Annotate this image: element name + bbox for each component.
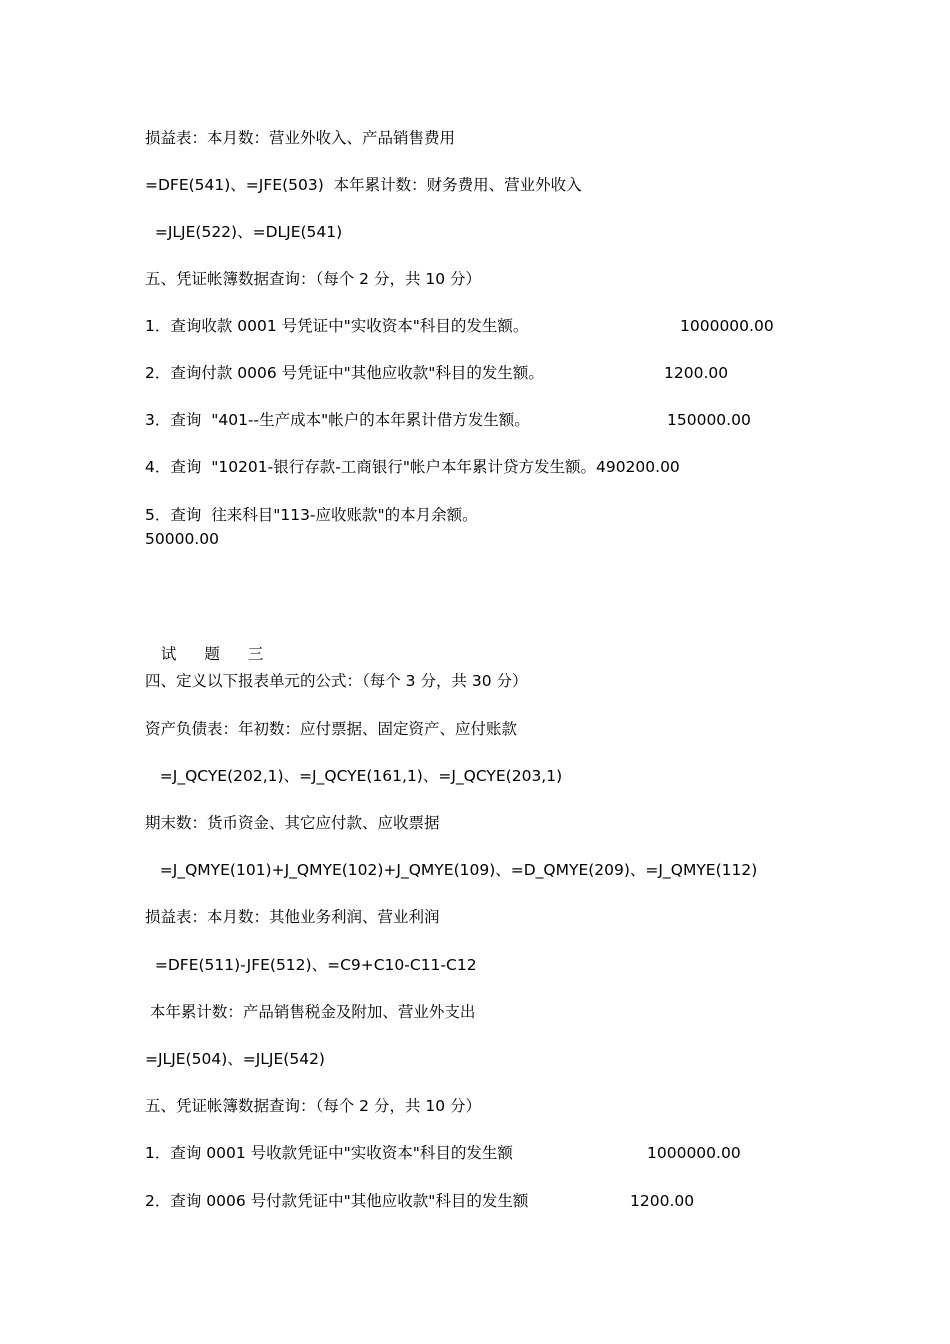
income-ytd-formula: =JLJE(504)、=JLJE(542) — [145, 1050, 325, 1068]
query-heading: 五、凭证帐簿数据查询：（每个 2 分，共 10 分） — [145, 270, 482, 288]
query-item: 1．查询收款 0001 号凭证中"实收资本"科目的发生额。 — [145, 317, 529, 335]
income-monthly-label: 损益表：本月数：营业外收入、产品销售费用 — [145, 129, 456, 147]
query-value: 1200.00 — [664, 364, 729, 382]
balance-opening-formula: =J_QCYE(202,1)、=J_QCYE(161,1)、=J_QCYE(203,1) — [145, 767, 563, 785]
income-monthly-label: 损益表：本月数：其他业务利润、营业利润 — [145, 908, 440, 926]
balance-opening-label: 资产负债表：年初数：应付票据、固定资产、应付账款 — [145, 720, 518, 738]
query-value: 50000.00 — [145, 530, 219, 548]
query-heading: 五、凭证帐簿数据查询：（每个 2 分，共 10 分） — [145, 1097, 482, 1115]
income-formula-and-ytd-label: =DFE(541)、=JFE(503) 本年累计数：财务费用、营业外收入 — [145, 176, 582, 194]
balance-closing-label: 期末数：货币资金、其它应付款、应收票据 — [145, 814, 440, 832]
query-value: 1200.00 — [630, 1192, 695, 1210]
exam-title-char: 题 — [204, 645, 220, 663]
formula-heading: 四、定义以下报表单元的公式：（每个 3 分，共 30 分） — [145, 672, 528, 690]
query-item: 3．查询 "401--生产成本"帐户的本年累计借方发生额。 — [145, 411, 530, 429]
income-monthly-formula: =DFE(511)-JFE(512)、=C9+C10-C11-C12 — [145, 956, 477, 974]
query-item: 4．查询 "10201-银行存款-工商银行"帐户本年累计贷方发生额。490200.00 — [145, 458, 680, 476]
query-item: 2．查询付款 0006 号凭证中"其他应收款"科目的发生额。 — [145, 364, 544, 382]
query-item: 5．查询 往来科目"113-应收账款"的本月余额。 — [145, 506, 478, 524]
query-value: 150000.00 — [667, 411, 751, 429]
income-ytd-formula: =JLJE(522)、=DLJE(541) — [145, 223, 343, 241]
query-item: 2．查询 0006 号付款凭证中"其他应收款"科目的发生额 — [145, 1192, 529, 1210]
income-ytd-label: 本年累计数：产品销售税金及附加、营业外支出 — [145, 1003, 476, 1021]
balance-closing-formula: =J_QMYE(101)+J_QMYE(102)+J_QMYE(109)、=D_QMYE(209)、=J_QMYE(112) — [145, 861, 758, 879]
query-value: 1000000.00 — [647, 1144, 741, 1162]
query-value: 1000000.00 — [680, 317, 774, 335]
exam-title-char: 三 — [247, 645, 264, 663]
query-item: 1．查询 0001 号收款凭证中"实收资本"科目的发生额 — [145, 1144, 513, 1162]
exam-title — [151, 624, 291, 664]
exam-title-char: 试 — [160, 645, 177, 663]
